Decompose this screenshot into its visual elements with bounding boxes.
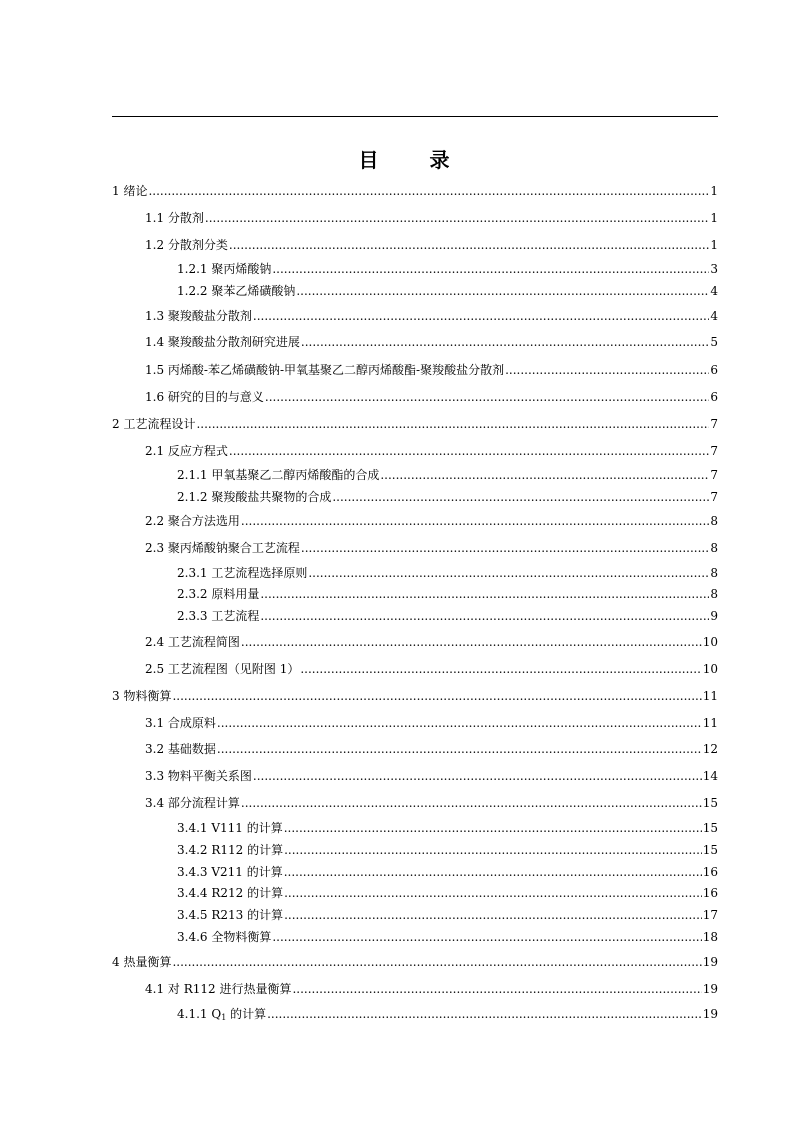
toc-entry-label: 2.1.1 甲氧基聚乙二醇丙烯酸酯的合成: [177, 468, 380, 482]
toc-entry-label: 1.1 分散剂: [145, 211, 204, 225]
toc-entry-label: 2.5 工艺流程图（见附图 1）: [145, 662, 300, 676]
toc-entry-label: 1.4 聚羧酸盐分散剂研究进展: [145, 335, 300, 349]
toc-entry-page: 15: [702, 843, 718, 857]
toc-entry-label: 4.1.1 $Q_1$ 的计算: [177, 1007, 267, 1022]
toc-entry-label: 2.3.2 原料用量: [177, 587, 260, 601]
toc-entry-label: 2.4 工艺流程简图: [145, 635, 240, 649]
toc-entry-page: 8: [710, 566, 718, 580]
toc-entry[interactable]: [145, 514, 718, 528]
toc-entry[interactable]: [177, 566, 718, 580]
toc-entry-label: 3.4.4 R212 的计算: [177, 886, 284, 900]
toc-entry-label: 3.4.6 全物料衡算: [177, 930, 272, 944]
toc-entry-label: 2.2 聚合方法选用: [145, 514, 240, 528]
toc-entry[interactable]: [145, 309, 718, 323]
toc-entry[interactable]: [177, 1007, 718, 1023]
toc-entry[interactable]: [177, 284, 718, 298]
toc-entry[interactable]: [112, 184, 718, 198]
toc-entry-page: 19: [702, 982, 718, 996]
toc-entry-page: 9: [710, 609, 718, 623]
toc-entry-page: 8: [710, 514, 718, 528]
toc-entry[interactable]: [145, 982, 718, 996]
toc-entry-label: 3.4.2 R112 的计算: [177, 843, 284, 857]
toc-entry[interactable]: [112, 417, 718, 431]
toc-entry[interactable]: [145, 390, 718, 404]
toc-entry-label: 3.2 基础数据: [145, 742, 216, 756]
toc-entry-label: 2 工艺流程设计: [112, 417, 196, 431]
toc-entry[interactable]: [177, 262, 718, 276]
toc-entry-label: 1.2.2 聚苯乙烯磺酸钠: [177, 284, 296, 298]
toc-entry-page: 10: [702, 635, 718, 649]
toc-entry-label: 1.3 聚羧酸盐分散剂: [145, 309, 252, 323]
toc-entry-page: 19: [702, 1007, 718, 1021]
toc-entry[interactable]: [145, 444, 718, 458]
toc-entry-page: 12: [702, 742, 718, 756]
toc-entry-page: 5: [710, 335, 718, 349]
toc-entry-label: 1 绪论: [112, 184, 148, 198]
toc-entry-label: 2.3 聚丙烯酸钠聚合工艺流程: [145, 541, 300, 555]
toc-entry[interactable]: [112, 955, 718, 969]
toc-entry-label: 1.2.1 聚丙烯酸钠: [177, 262, 272, 276]
toc-entry-page: 8: [710, 587, 718, 601]
toc-entry-label: 2.3.3 工艺流程: [177, 609, 260, 623]
toc-entry-label: 3.4.3 V211 的计算: [177, 865, 283, 879]
toc-entry-page: 14: [702, 769, 718, 783]
toc-entry[interactable]: [145, 541, 718, 555]
toc-entry[interactable]: [177, 886, 718, 900]
toc-entry[interactable]: [177, 930, 718, 944]
toc-entry-page: 11: [702, 689, 718, 703]
toc-entry-page: 11: [702, 716, 718, 730]
toc-entry-page: 10: [702, 662, 718, 676]
toc-entry-page: 6: [710, 363, 718, 377]
toc-entry[interactable]: [145, 635, 718, 649]
toc-entry[interactable]: [112, 689, 718, 703]
toc-entry[interactable]: [177, 865, 718, 879]
toc-entry-label: 3.3 物料平衡关系图: [145, 769, 252, 783]
toc-entry-label: 3.4.1 V111 的计算: [177, 821, 283, 835]
toc-entry-page: 8: [710, 541, 718, 555]
toc-entry-label: 3.4 部分流程计算: [145, 796, 240, 810]
toc-entry[interactable]: [177, 821, 718, 835]
toc-entry[interactable]: [177, 843, 718, 857]
toc-entry-label: 4 热量衡算: [112, 955, 172, 969]
toc-entry[interactable]: [145, 335, 718, 349]
toc-entry-page: 7: [710, 468, 718, 482]
toc-entry-label: 3.4.5 R213 的计算: [177, 908, 284, 922]
toc-entry-page: 15: [702, 821, 718, 835]
toc-entry-label: 2.1 反应方程式: [145, 444, 228, 458]
toc-entry[interactable]: [145, 662, 718, 676]
toc-entry-page: 4: [710, 284, 718, 298]
toc-entry[interactable]: [177, 908, 718, 922]
toc-entry-label: 2.1.2 聚羧酸盐共聚物的合成: [177, 490, 332, 504]
toc-entry-label: 3.1 合成原料: [145, 716, 216, 730]
toc-entry-page: 3: [710, 262, 718, 276]
toc-entry[interactable]: [177, 587, 718, 601]
toc-entry[interactable]: [177, 609, 718, 623]
toc-entry-label: 4.1 对 R112 进行热量衡算: [145, 982, 292, 996]
toc-entry-label: 3 物料衡算: [112, 689, 172, 703]
toc-entry-page: 6: [710, 390, 718, 404]
toc-entry-page: 4: [710, 309, 718, 323]
toc-entry[interactable]: [145, 716, 718, 730]
header-rule: [112, 116, 718, 117]
page-title: 目 录: [358, 148, 472, 172]
toc-entry-page: 7: [710, 444, 718, 458]
toc-entry[interactable]: [145, 796, 718, 810]
toc-entry-label: 2.3.1 工艺流程选择原则: [177, 566, 308, 580]
toc-entry-page: 19: [702, 955, 718, 969]
toc-entry-page: 7: [710, 417, 718, 431]
toc-entry-page: 1: [710, 184, 718, 198]
toc-entry-label: 1.5 丙烯酸-苯乙烯磺酸钠-甲氧基聚乙二醇丙烯酸酯-聚羧酸盐分散剂: [145, 363, 505, 377]
toc-entry[interactable]: [145, 769, 718, 783]
toc-entry[interactable]: [177, 490, 718, 504]
toc-entry[interactable]: [145, 238, 718, 252]
toc-entry-page: 17: [702, 908, 718, 922]
toc-entry-page: 16: [702, 865, 718, 879]
toc-entry[interactable]: [145, 363, 718, 377]
toc-entry[interactable]: [145, 211, 718, 225]
toc-entry-label: 1.6 研究的目的与意义: [145, 390, 264, 404]
toc-entry[interactable]: [177, 468, 718, 482]
toc-entry-page: 1: [710, 238, 718, 252]
toc-entry-label: 1.2 分散剂分类: [145, 238, 228, 252]
toc-entry[interactable]: [145, 742, 718, 756]
toc-entry-page: 7: [710, 490, 718, 504]
toc-entry-page: 16: [702, 886, 718, 900]
toc-entry-page: 15: [702, 796, 718, 810]
toc-entry-page: 18: [702, 930, 718, 944]
toc-entry-page: 1: [710, 211, 718, 225]
